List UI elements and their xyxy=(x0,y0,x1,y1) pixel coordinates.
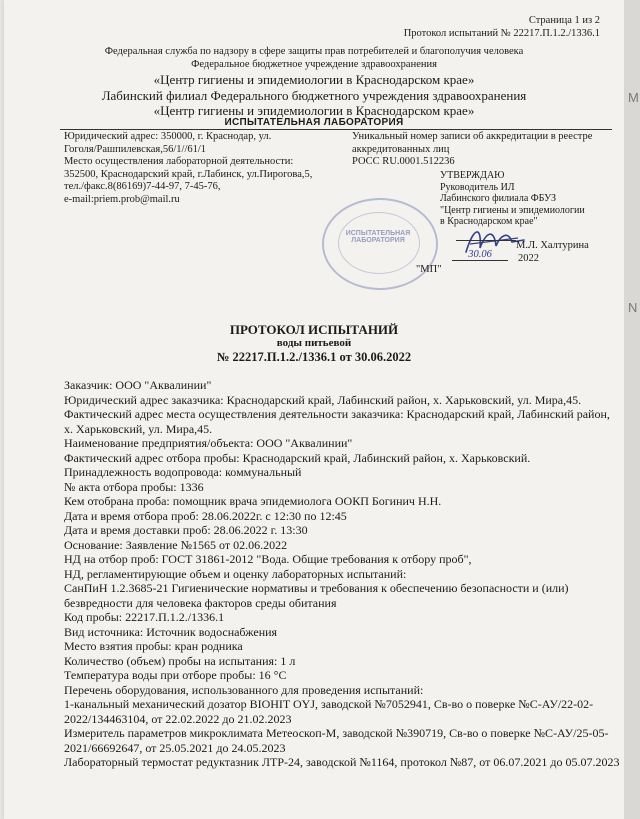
address-line: Юридический адрес: 350000, г. Краснодар, ул. xyxy=(64,131,272,142)
body-line: Количество (объем) пробы на испытания: 1 л xyxy=(64,653,296,668)
approval-line: Руководитель ИЛ xyxy=(440,181,515,193)
stamp-place-label: "МП" xyxy=(416,264,442,275)
body-line: Место взятия пробы: кран родника xyxy=(64,639,243,653)
header-divider xyxy=(60,129,612,130)
body-line: Вид источника: Источник водоснабжения xyxy=(64,624,278,639)
approval-year: 2022 xyxy=(518,253,539,264)
body-line: Принадлежность водопровода: коммунальный xyxy=(64,465,302,479)
address-line: тел./факс.8(86169)7-44-97, 7-45-76, xyxy=(64,181,221,192)
document-page xyxy=(4,0,624,819)
address-line: e-mail:priem.prob@mail.ru xyxy=(64,193,180,205)
body-line: Температура воды при отборе пробы: 16 °С xyxy=(64,668,287,682)
approver-name: М.Л. Халтурина xyxy=(516,240,589,251)
signature-line xyxy=(456,240,516,241)
address-block xyxy=(64,131,344,206)
org-line-4: Лабинский филиал Федерального бюджетного учреждения здравоохранения xyxy=(101,88,527,103)
protocol-number: № 22217.П.1.2./1336.1 от 30.06.2022 xyxy=(216,350,412,364)
body-line: СанПиН 1.2.3685-21 Гигиенические нормативы и требования к обеспечению безопасности и (или) безвредности для человека факторов среды обитания xyxy=(64,581,569,610)
body-line: Дата и время отбора проб: 28.06.2022г. с 12:30 по 12:45 xyxy=(64,508,347,523)
adjacent-page-edge xyxy=(624,0,640,819)
page-number: Страница 1 из 2 xyxy=(528,15,600,26)
org-line-2: Федеральное бюджетное учреждение здравоохранения xyxy=(191,59,437,70)
body-line: 1-канальный механический дозатор BIOHIT OYJ, заводской №7052941, Св-во о поверке №С-АУ/22-02-2022/134463104, от 22.02.2022 до 21.02.2023 xyxy=(64,697,594,726)
protocol-body xyxy=(64,378,620,770)
org-line-5: «Центр гигиены и эпидемиологии в Краснодарском крае» xyxy=(153,103,475,118)
laboratory-heading: ИСПЫТАТЕЛЬНАЯ ЛАБОРАТОРИЯ xyxy=(224,117,404,128)
approval-title: УТВЕРЖДАЮ xyxy=(440,170,505,181)
address-line: 352500, Краснодарский край, г.Лабинск, ул.Пирогова,5, xyxy=(64,168,313,180)
body-line: НД, регламентирующие объем и оценку лабораторных испытаний: xyxy=(64,566,407,581)
org-line-1: Федеральная служба по надзору в сфере защиты прав потребителей и благополучия человека xyxy=(104,46,524,57)
edge-mark: N xyxy=(628,300,638,315)
body-line: Лабораторный термостат редуктазник ЛТР-24, заводской №1164, протокол №87, от 06.07.2021 до 05.07.2023 xyxy=(64,755,620,769)
edge-mark: М xyxy=(628,90,639,105)
protocol-title: ПРОТОКОЛ ИСПЫТАНИЙ xyxy=(229,322,399,337)
approval-line: в Краснодарском крае" xyxy=(440,216,538,227)
approval-line: Лабинского филиала ФБУЗ xyxy=(440,193,557,204)
body-line: Фактический адрес отбора пробы: Краснодарский край, Лабинский район, х. Харьковский. xyxy=(64,450,531,465)
approval-line: "Центр гигиены и эпидемиологии xyxy=(440,204,585,216)
body-line: Код пробы: 22217.П.1.2./1336.1 xyxy=(64,610,225,624)
body-line: Юридический адрес заказчика: Краснодарский край, Лабинский район, х. Харьковский, ул. Мира,45. xyxy=(64,392,582,407)
approval-date-handwritten: 30.06 xyxy=(452,249,508,261)
body-line: НД на отбор проб: ГОСТ 31861-2012 "Вода. Общие требования к отбору проб", xyxy=(64,552,472,566)
address-line: Место осуществления лабораторной деятельности: xyxy=(64,156,294,167)
body-line: Кем отобрана проба: помощник врача эпидемиолога ООКП Богинич Н.Н. xyxy=(64,494,442,508)
accreditation-block xyxy=(352,131,622,169)
body-line: Измеритель параметров микроклимата Метеоскоп-М, заводской №390719, Св-во о поверке №С-АУ/25-05-2021/66692647, от 25.05.2021 до 24.05.2023 xyxy=(64,726,609,755)
address-line: Гоголя/Рашпилевская,56/1//61/1 xyxy=(64,143,207,155)
body-line: Заказчик: ООО "Аквалинии" xyxy=(64,378,212,392)
body-line: Перечень оборудования, использованного для проведения испытаний: xyxy=(64,682,424,697)
body-line: Фактический адрес места осуществления деятельности заказчика: Краснодарский край, Лабинский район, х. Харьковский, ул. Мира,45. xyxy=(64,407,610,436)
approval-block xyxy=(440,170,620,228)
accreditation-number: РОСС RU.0001.512236 xyxy=(352,156,455,167)
org-line-3: «Центр гигиены и эпидемиологии в Краснодарском крае» xyxy=(153,72,475,87)
official-stamp xyxy=(322,198,438,290)
body-line: № акта отбора пробы: 1336 xyxy=(64,479,204,494)
body-line: Дата и время доставки проб: 28.06.2022 г. 13:30 xyxy=(64,523,308,537)
accreditation-line: аккредитованных лиц xyxy=(352,143,450,155)
protocol-subtitle: воды питьевой xyxy=(276,337,352,349)
body-line: Наименование предприятия/объекта: ООО "Аквалинии" xyxy=(64,436,353,450)
body-line: Основание: Заявление №1565 от 02.06.2022 xyxy=(64,537,288,552)
protocol-reference: Протокол испытаний № 22217.П.1.2./1336.1 xyxy=(403,28,600,39)
stamp-text: ИСПЫТАТЕЛЬНАЯ ЛАБОРАТОРИЯ xyxy=(345,230,411,244)
accreditation-line: Уникальный номер записи об аккредитации в реестре xyxy=(352,131,593,142)
